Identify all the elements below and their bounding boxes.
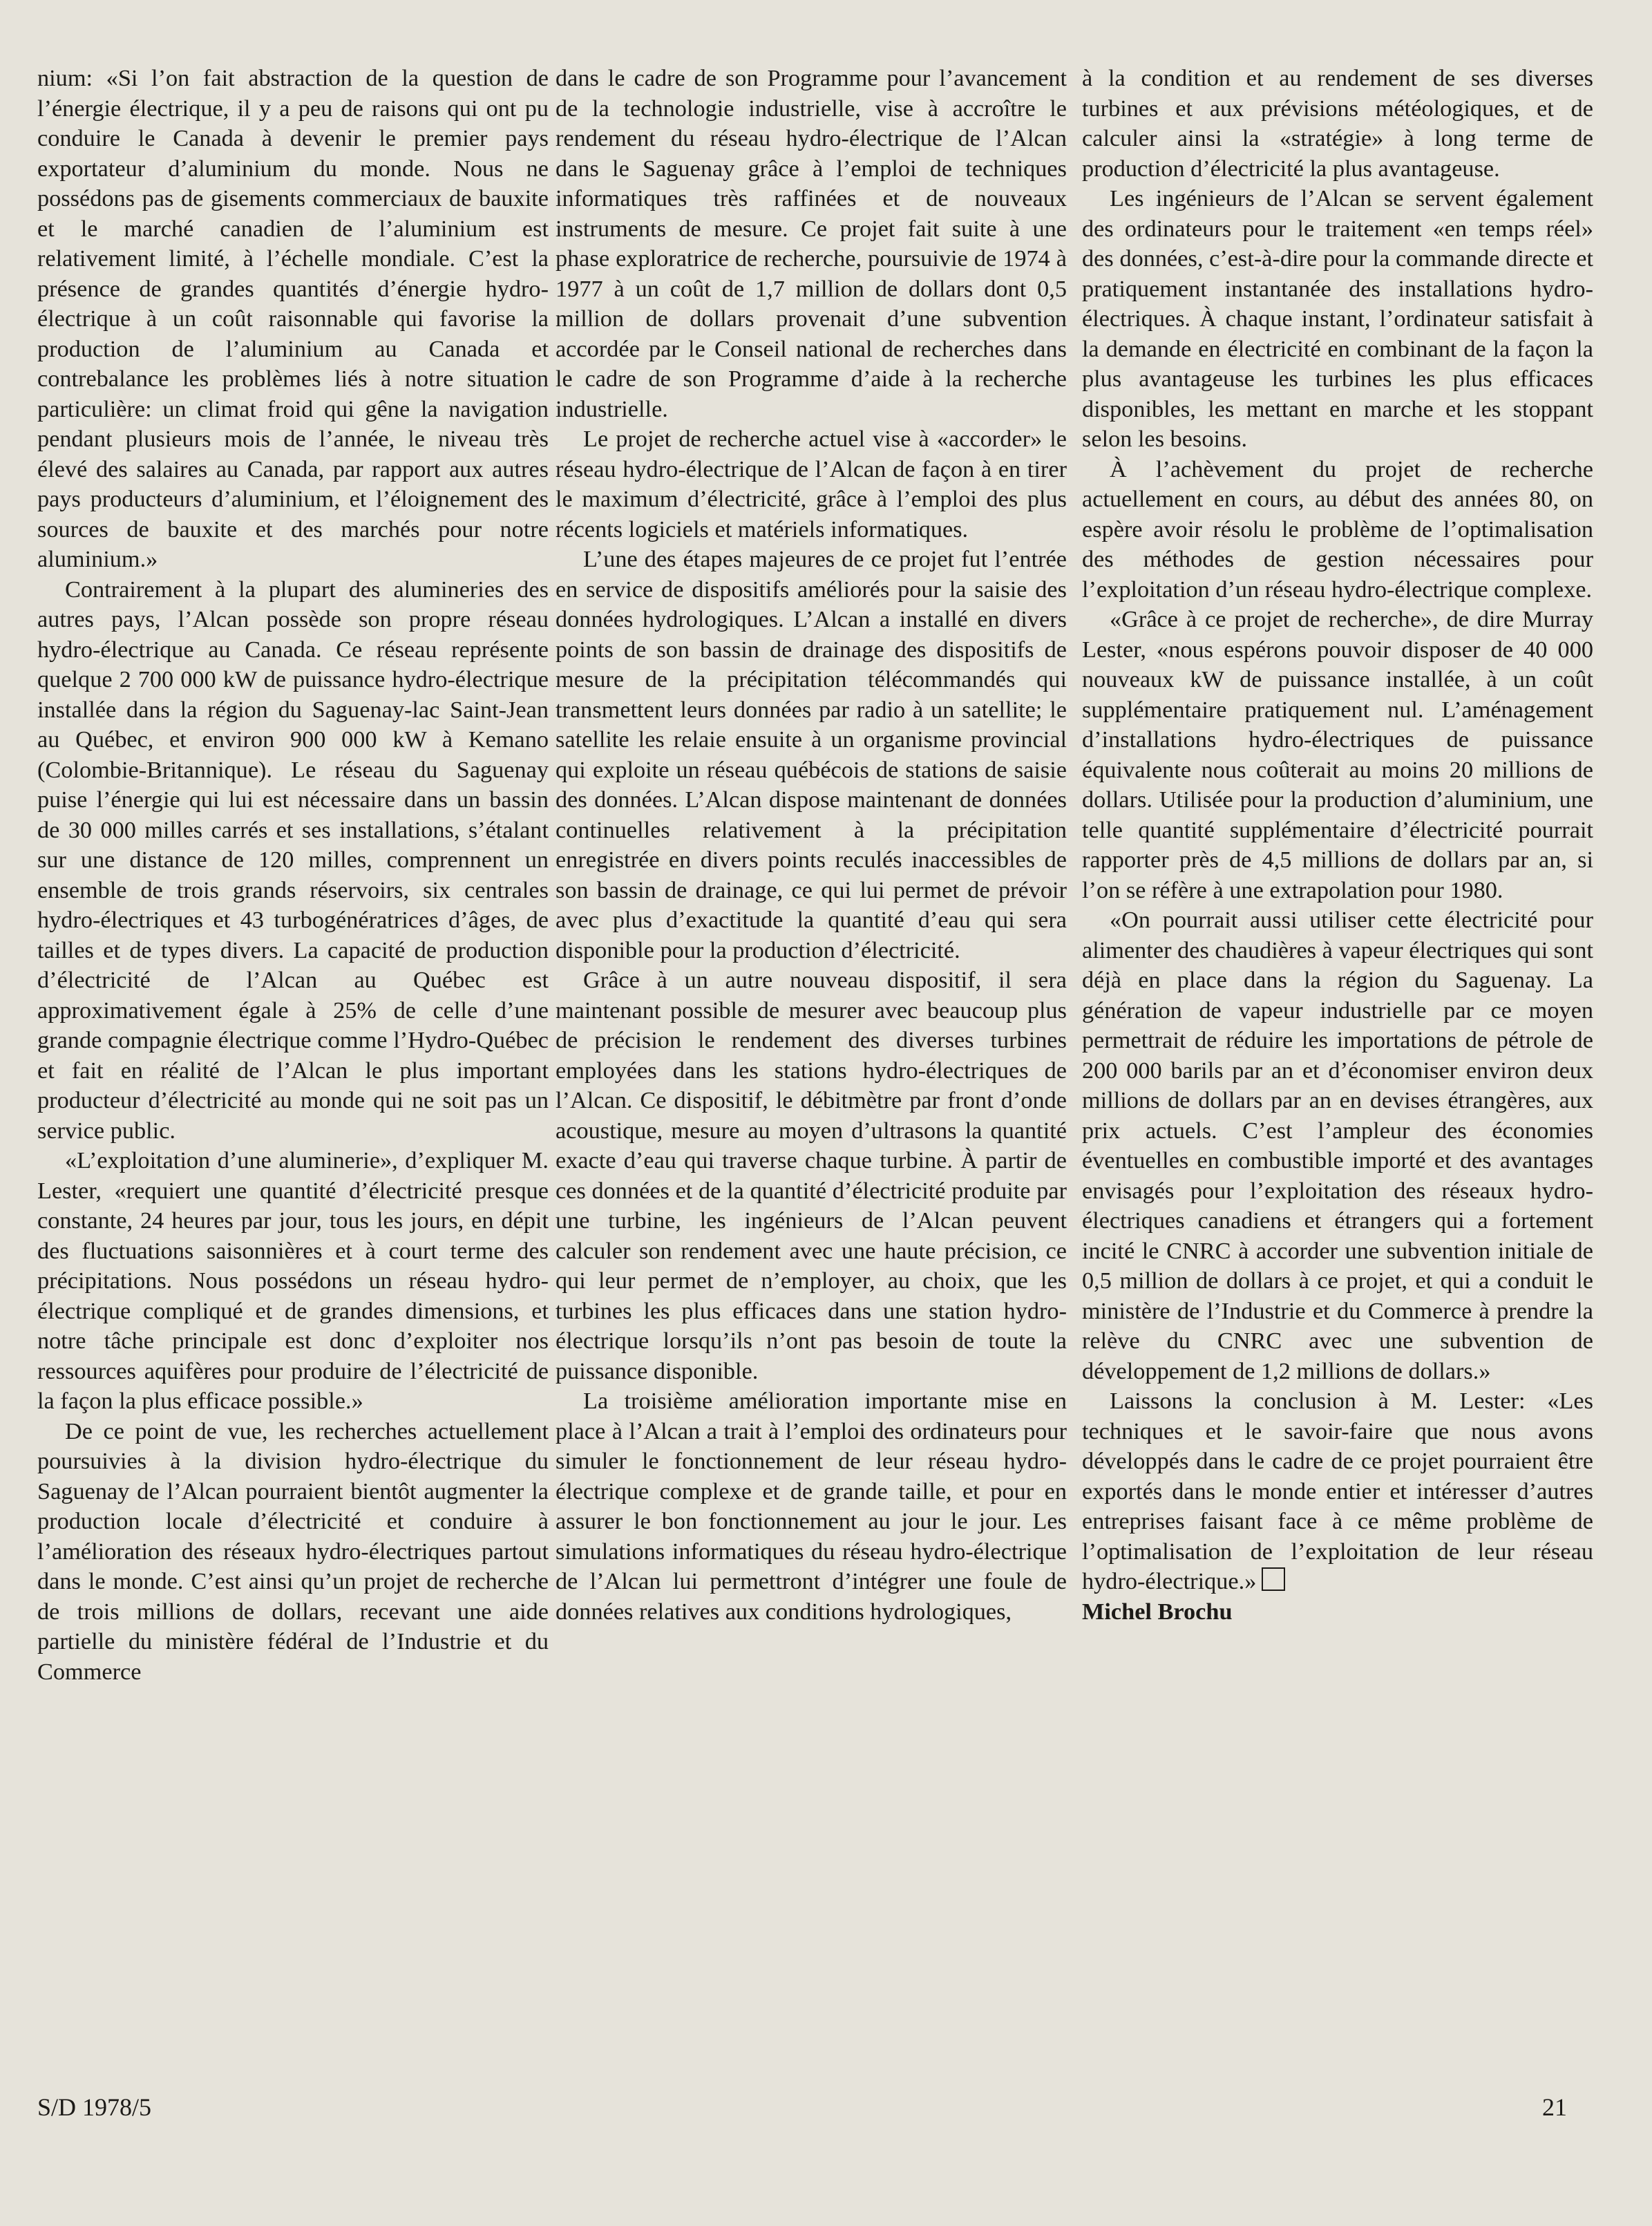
end-of-article-box-icon xyxy=(1262,1567,1285,1591)
paragraph: Grâce à un autre nouveau dispositif, il sera maintenant possible de mesurer avec beaucoup plus de précision le rendement des diverses turbines employées dans les stations hydro-électriques de l’Alcan. Ce dispositif, le débitmètre par front d’onde acoustique, mesure au moyen d’ultrasons la quantité exacte d’eau qui traverse chaque turbine. À partir de ces données et de la quantité d’électricité produite par une turbine, les ingénieurs de l’Alcan peuvent calculer son rendement avec une haute précision, ce qui leur permet de n’employer, au choix, que les turbines les plus efficaces dans une station hydro-électrique lorsqu’ils n’ont pas besoin de toute la puissance disponible. xyxy=(556,967,1067,1384)
paragraph-text: Laissons la conclusion à M. Lester: «Les techniques et le savoir-faire que nous avons développés dans le cadre de ce projet pourraient être exportés dans le monde entier et intéresser d’autres entreprises faisant face à ce même problème de l’optimalisation de l’exploitation de leur réseau hydro-électrique.» xyxy=(1082,1388,1593,1594)
paragraph: L’une des étapes majeures de ce projet fut l’entrée en service de dispositifs améliorés pour la saisie des données hydrologiques. L’Alcan a installé en divers points de son bassin de drainage des dispositifs de mesure de la précipitation télécommandés qui transmettent leurs données par radio à un satellite; le satellite les relaie ensuite à un organisme provincial qui exploite un réseau québécois de stations de saisie des données. L’Alcan dispose maintenant de données continuelles relativement à la précipitation enregistrée en divers points reculés inaccessibles de son bassin de drainage, ce qui lui permet de prévoir avec plus d’exactitude la quantité d’eau qui sera disponible pour la production d’électricité. xyxy=(556,546,1067,963)
paragraph: à la condition et au rendement de ses diverses turbines et aux prévisions météologiques, et de calculer ainsi la «stratégie» à long terme de production d’électricité la plus avantageuse. xyxy=(1082,65,1593,182)
paragraph: Le projet de recherche actuel vise à «accorder» le réseau hydro-électrique de l’Alcan de façon à en tirer le maximum d’électricité, grâce à l’emploi des plus récents logiciels et matériels informatiques. xyxy=(556,426,1067,543)
paragraph: À l’achèvement du projet de recherche actuellement en cours, au début des années 80, on espère avoir résolu le problème de l’optimalisation des méthodes de gestion nécessaires pour l’exploitation d’un réseau hydro-électrique complexe. xyxy=(1082,455,1593,603)
paragraph: De ce point de vue, les recherches actuellement poursuivies à la division hydro-électrique du Saguenay de l’Alcan pourraient bientôt augmenter la production locale d’électricité et conduire à l’amélioration des réseaux hydro-électriques partout dans le monde. C’est ainsi qu’un projet de recherche de trois millions de dollars, recevant une aide partielle du ministère fédéral de l’Industrie et du Commerce xyxy=(37,1417,549,1685)
paragraph: La troisième amélioration importante mise en place à l’Alcan a trait à l’emploi des ordinateurs pour simuler le fonctionnement de leur réseau hydro-électrique complexe et de grande taille, et pour en assurer le bon fonctionnement au jour le jour. Les simulations informatiques du réseau hydro-électrique de l’Alcan lui permettront d’intégrer une foule de données relatives aux conditions hydrologiques, xyxy=(556,1388,1067,1625)
page-number: 21 xyxy=(1542,2093,1567,2121)
author-name: Michel Brochu xyxy=(1082,1598,1233,1625)
final-paragraph xyxy=(1082,1386,1593,1597)
paragraph: Contrairement à la plupart des alumineries des autres pays, l’Alcan possède son propre réseau hydro-électrique au Canada. Ce réseau représente quelque 2 700 000 kW de puissance hydro-électrique installée dans la région du Saguenay-lac Saint-Jean au Québec, et environ 900 000 kW à Kemano (Colombie-Britannique). Le réseau du Saguenay puise l’énergie qui lui est nécessaire dans un bassin de 30 000 milles carrés et ses installations, s’étalant sur une distance de 120 milles, comprennent un ensemble de trois grands réservoirs, six centrales hydro-électriques et 43 turbogénératrices d’âges, de tailles et de types divers. La capacité de production d’électricité de l’Alcan au Québec est approximativement égale à 25% de celle d’une grande compagnie électrique comme l’Hydro-Québec et fait en réalité de l’Alcan le plus important producteur d’électricité au monde qui ne soit pas un service public. xyxy=(37,576,549,1144)
paragraph: «On pourrait aussi utiliser cette électricité pour alimenter des chaudières à vapeur électriques qui sont déjà en place dans la région du Saguenay. La génération de vapeur industrielle par ce moyen permettrait de réduire les importations de pétrole de 200 000 barils par an et d’économiser environ deux millions de dollars par an en devises étrangères, aux prix actuels. C’est l’ampleur des économies éventuelles en combustible importé et des avantages envisagés pour l’exploitation des réseaux hydro-électriques canadiens et étrangers qui a fortement incité le CNRC à accorder une subvention initiale de 0,5 million de dollars à ce projet, et qui a conduit le ministère de l’Industrie et du Commerce à prendre la relève du CNRC avec une subvention de développement de 1,2 millions de dollars.» xyxy=(1082,907,1593,1384)
paragraph: «Grâce à ce projet de recherche», de dire Murray Lester, «nous espérons pouvoir disposer de 40 000 nouveaux kW de puissance installée, à un coût supplémentaire pratiquement nul. L’aménagement d’installations hydro-électriques de puissance équivalente nous coûterait au moins 20 millions de dollars. Utilisée pour la production d’aluminium, une telle quantité supplémentaire d’électricité pourrait rapporter près de 4,5 millions de dollars par an, si l’on se réfère à une extrapolation pour 1980. xyxy=(1082,606,1593,903)
text-column-2 xyxy=(556,64,1067,1627)
text-column-1 xyxy=(37,64,549,1687)
paragraph: nium: «Si l’on fait abstraction de la question de l’énergie électrique, il y a peu de raisons qui ont pu conduire le Canada à devenir le premier pays exportateur d’aluminium du monde. Nous ne possédons pas de gisements commerciaux de bauxite et le marché canadien de l’aluminium est relativement limité, à l’échelle mondiale. C’est la présence de grandes quantités d’énergie hydro-électrique à un coût raisonnable qui favorise la production de l’aluminium au Canada et contrebalance les problèmes liés à notre situation particulière: un climat froid qui gêne la navigation pendant plusieurs mois de l’année, le niveau très élevé des salaires au Canada, par rapport aux autres pays producteurs d’aluminium, et l’éloignement des sources de bauxite et des marchés pour notre aluminium.» xyxy=(37,65,549,572)
paragraph: Les ingénieurs de l’Alcan se servent également des ordinateurs pour le traitement «en temps réel» des données, c’est-à-dire pour la commande directe et pratiquement instantanée des installations hydro-électriques. À chaque instant, l’ordinateur satisfait à la demande en électricité en combinant de la façon la plus avantageuse les turbines les plus efficaces disponibles, les mettant en marche et les stoppant selon les besoins. xyxy=(1082,185,1593,452)
paragraph: dans le cadre de son Programme pour l’avancement de la technologie industrielle, vise à accroître le rendement du réseau hydro-électrique de l’Alcan dans le Saguenay grâce à l’emploi de techniques informatiques très raffinées et de nouveaux instruments de mesure. Ce projet fait suite à une phase exploratrice de recherche, poursuivie de 1974 à 1977 à un coût de 1,7 million de dollars dont 0,5 million de dollars provenait d’une subvention accordée par le Conseil national de recherches dans le cadre de son Programme d’aide à la recherche industrielle. xyxy=(556,65,1067,422)
text-column-3 xyxy=(1082,64,1593,1627)
paragraph: «L’exploitation d’une aluminerie», d’expliquer M. Lester, «requiert une quantité d’électricité presque constante, 24 heures par jour, tous les jours, en dépit des fluctuations saisonnières et à court terme des précipitations. Nous possédons un réseau hydro-électrique compliqué et de grandes dimensions, et notre tâche principale est donc d’exploiter nos ressources aquifères pour produire de l’électricité de la façon la plus efficace possible.» xyxy=(37,1147,549,1414)
issue-label: S/D 1978/5 xyxy=(37,2093,152,2121)
